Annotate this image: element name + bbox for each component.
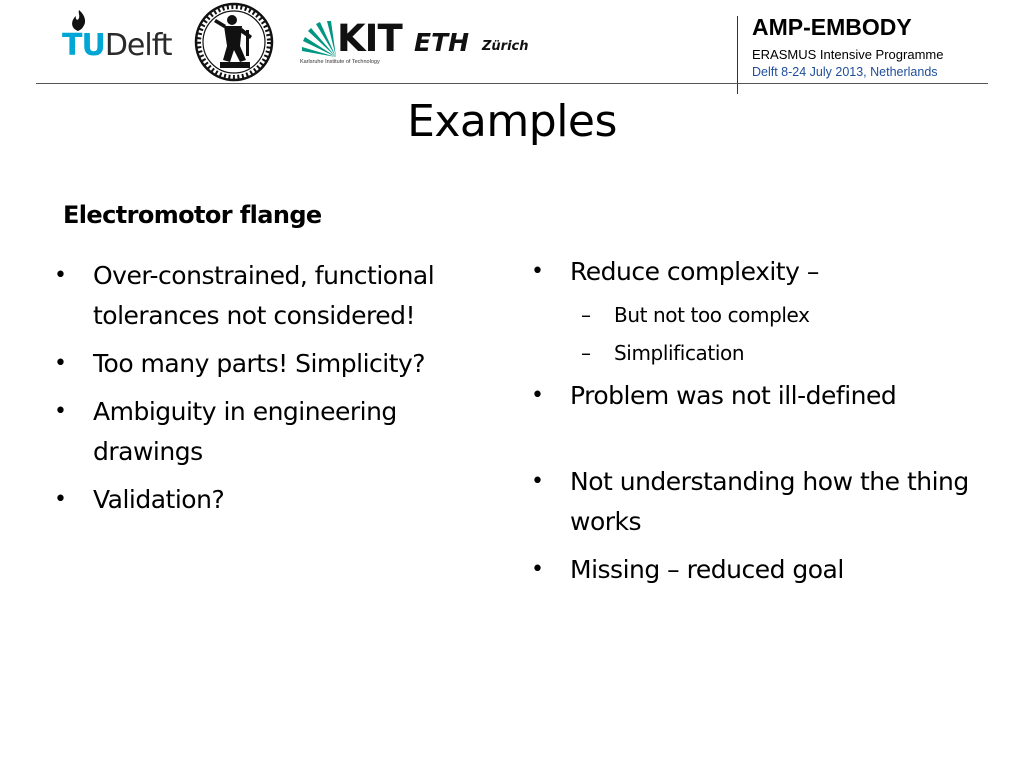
slide-title: Examples xyxy=(407,96,617,147)
ntua-seal xyxy=(194,2,274,82)
bullet-text: Reduce complexity – xyxy=(570,257,819,286)
list-item xyxy=(527,462,987,542)
sub-list-item xyxy=(527,338,987,368)
list-item xyxy=(527,376,987,416)
list-item xyxy=(50,344,490,384)
bullet-icon: • xyxy=(531,557,544,582)
bullet-text: Problem was not ill-defined xyxy=(570,381,897,410)
university-seal-icon xyxy=(194,2,274,82)
eth-city: Zürich xyxy=(482,39,529,54)
list-item xyxy=(50,480,490,520)
kit-fan-icon xyxy=(300,21,336,59)
tudelft-delft: Delft xyxy=(104,28,172,63)
eth-logo xyxy=(414,30,534,60)
left-bullet-list xyxy=(50,256,490,528)
bullet-icon: • xyxy=(531,469,544,494)
kit-wordmark: KIT xyxy=(337,17,402,60)
program-info xyxy=(752,14,1012,84)
list-item xyxy=(50,256,490,336)
program-subtitle: ERASMUS Intensive Programme xyxy=(752,47,944,62)
list-item xyxy=(527,550,987,590)
program-dates: Delft 8-24 July 2013, Netherlands xyxy=(752,65,938,79)
tudelft-wordmark xyxy=(62,28,172,63)
bullet-text: Too many parts! Simplicity? xyxy=(93,349,426,378)
eth-wordmark: ETH xyxy=(414,28,470,57)
bullet-text: Validation? xyxy=(93,485,225,514)
tudelft-tu: TU xyxy=(62,28,105,63)
list-item xyxy=(527,252,987,292)
program-title: AMP-EMBODY xyxy=(752,14,912,40)
left-column-heading: Electromotor flange xyxy=(63,201,322,229)
bullet-icon: • xyxy=(531,259,544,284)
list-item xyxy=(50,392,490,472)
bullet-text: Ambiguity in engineering drawings xyxy=(93,397,397,466)
bullet-icon: • xyxy=(54,487,67,512)
bullet-icon: • xyxy=(54,263,67,288)
sub-bullet-text: Simplification xyxy=(614,341,745,365)
bullet-text: Over-constrained, functional tolerances not considered! xyxy=(93,261,435,330)
kit-subtitle: Karlsruhe Institute of Technology xyxy=(300,59,380,65)
kit-logo xyxy=(300,18,400,68)
bullet-icon: • xyxy=(54,399,67,424)
tudelft-logo xyxy=(62,10,182,62)
slide-header xyxy=(0,0,1024,95)
sub-list-item xyxy=(527,300,987,330)
bullet-icon: • xyxy=(54,351,67,376)
header-divider xyxy=(36,83,988,84)
right-bullet-list xyxy=(527,252,987,598)
dash-icon: – xyxy=(581,303,591,327)
spacer xyxy=(527,424,987,462)
sub-bullet-text: But not too complex xyxy=(614,303,810,327)
bullet-text: Not understanding how the thing works xyxy=(570,467,969,536)
dash-icon: – xyxy=(581,341,591,365)
bullet-icon: • xyxy=(531,383,544,408)
bullet-text: Missing – reduced goal xyxy=(570,555,844,584)
